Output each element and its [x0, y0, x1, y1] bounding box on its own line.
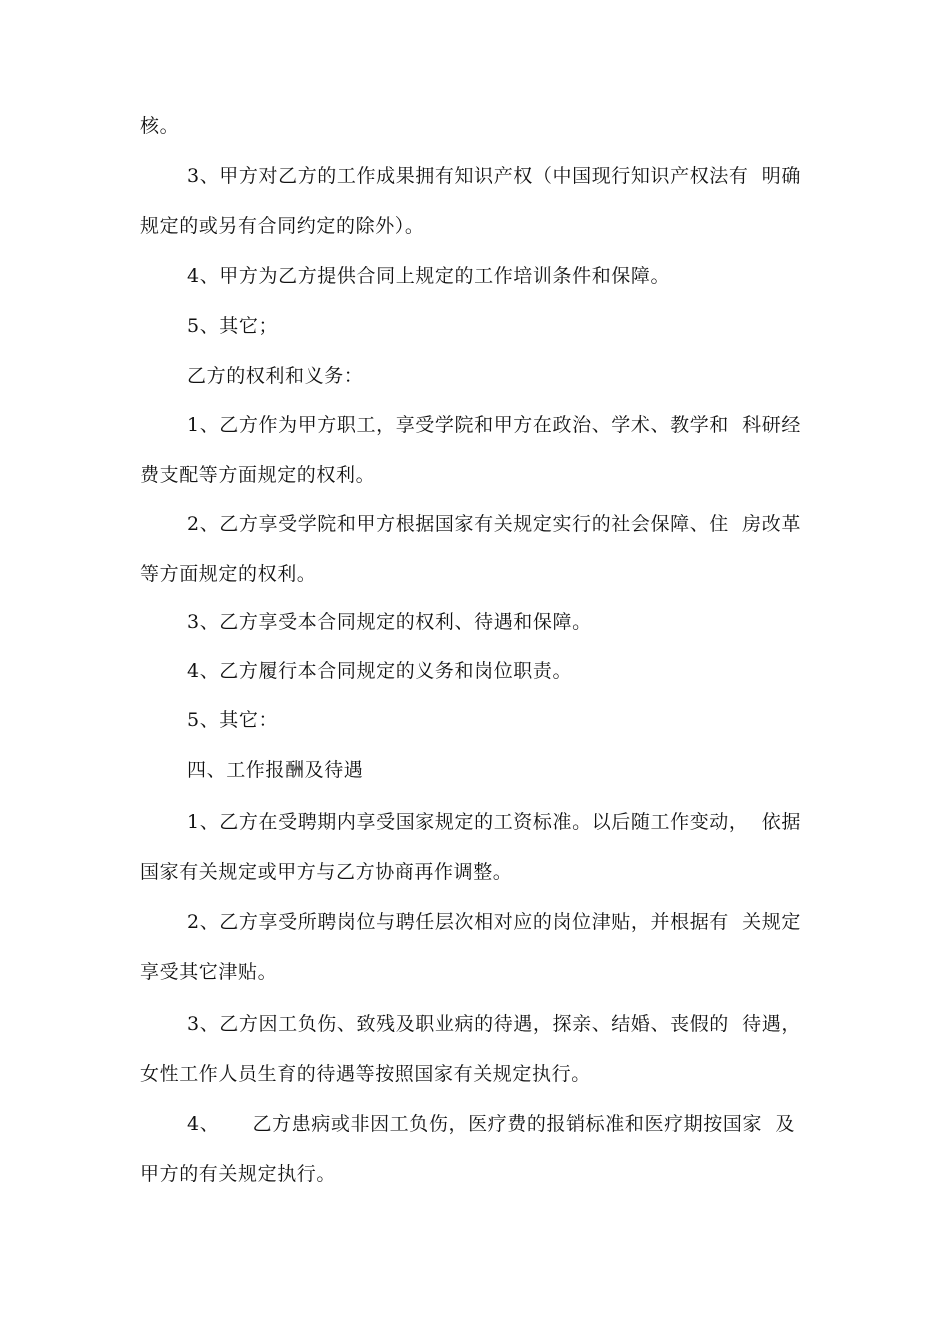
- text-line-6: 乙方的权利和义务：: [187, 365, 364, 387]
- text-line-1: 核。: [140, 115, 180, 137]
- text-line-4: 4、甲方为乙方提供合同上规定的工作培训条件和保障。: [187, 265, 671, 287]
- text-line-21: 4、 乙方患病或非因工负伤，医疗费的报销标准和医疗期按国家 及: [187, 1113, 795, 1135]
- text-line-9: 2、乙方享受学院和甲方根据国家有关规定实行的社会保障、住 房改革: [187, 513, 801, 535]
- text-line-14: 四、工作报酬及待遇: [187, 759, 364, 781]
- text-line-5: 5、其它；: [187, 315, 279, 337]
- text-line-13: 5、其它：: [187, 709, 279, 731]
- text-line-18: 享受其它津贴。: [140, 961, 278, 983]
- text-line-22: 甲方的有关规定执行。: [140, 1163, 337, 1185]
- text-line-2: 3、甲方对乙方的工作成果拥有知识产权（中国现行知识产权法有 明确: [187, 165, 801, 187]
- text-line-3: 规定的或另有合同约定的除外）。: [140, 215, 425, 237]
- text-line-11: 3、乙方享受本合同规定的权利、待遇和保障。: [187, 611, 592, 633]
- text-line-19: 3、乙方因工负伤、致残及职业病的待遇，探亲、结婚、丧假的 待遇，: [187, 1013, 801, 1035]
- text-line-8: 费支配等方面规定的权利。: [140, 464, 376, 486]
- text-line-12: 4、乙方履行本合同规定的义务和岗位职责。: [187, 660, 573, 682]
- text-line-16: 国家有关规定或甲方与乙方协商再作调整。: [140, 861, 513, 883]
- text-line-17: 2、乙方享受所聘岗位与聘任层次相对应的岗位津贴，并根据有 关规定: [187, 911, 801, 933]
- text-line-7: 1、乙方作为甲方职工，享受学院和甲方在政治、学术、教学和 科研经: [187, 414, 801, 436]
- text-line-20: 女性工作人员生育的待遇等按照国家有关规定执行。: [140, 1063, 591, 1085]
- text-line-15: 1、乙方在受聘期内享受国家规定的工资标准。以后随工作变动， 依据: [187, 811, 801, 833]
- text-line-10: 等方面规定的权利。: [140, 563, 317, 585]
